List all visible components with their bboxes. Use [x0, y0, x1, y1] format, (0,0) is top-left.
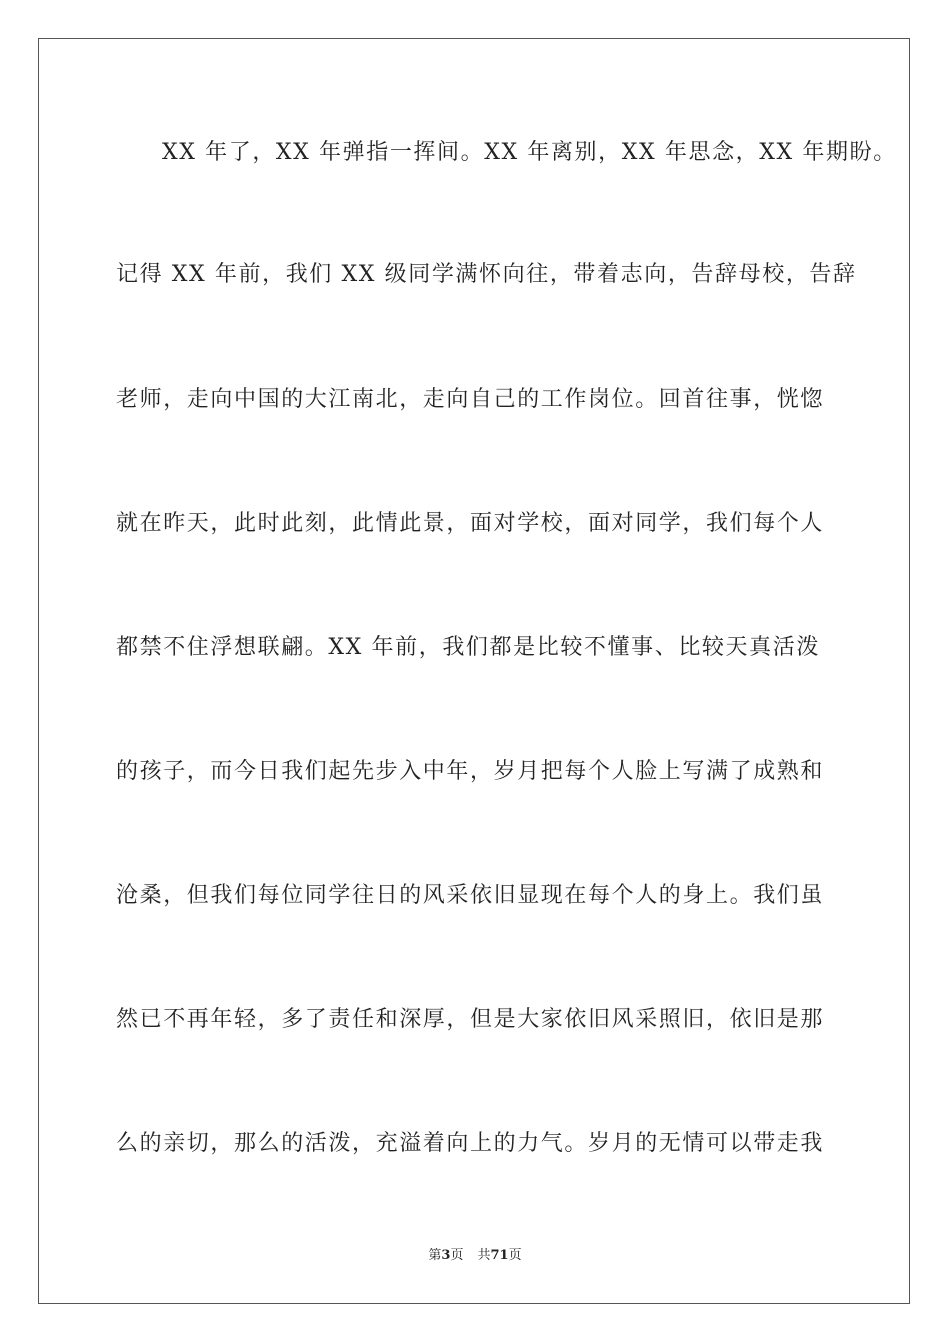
total-label-suffix: 页 [508, 1248, 522, 1263]
paragraph-line-5: 都禁不住浮想联翩。XX 年前，我们都是比较不懂事、比较天真活泼 [116, 635, 820, 660]
page-label-prefix: 第 [428, 1248, 442, 1263]
paragraph-line-2: 记得 XX 年前，我们 XX 级同学满怀向往，带着志向，告辞母校，告辞 [116, 262, 857, 287]
paragraph-line-9: 么的亲切，那么的活泼，充溢着向上的力气。岁月的无情可以带走我 [116, 1131, 825, 1156]
paragraph-line-3: 老师，走向中国的大江南北，走向自己的工作岗位。回首往事，恍惚 [116, 387, 825, 412]
paragraph-line-6: 的孩子，而今日我们起先步入中年，岁月把每个人脸上写满了成熟和 [116, 759, 825, 784]
paragraph-line-1: XX 年了，XX 年弹指一挥间。XX 年离别，XX 年思念，XX 年期盼。 [162, 140, 897, 165]
total-label-prefix: 共 [477, 1248, 491, 1263]
paragraph-line-8: 然已不再年轻，多了责任和深厚，但是大家依旧风采照旧，依旧是那 [116, 1007, 825, 1032]
page-border [38, 38, 910, 1304]
page-number: 3 [441, 1248, 451, 1263]
paragraph-line-4: 就在昨天，此时此刻，此情此景，面对学校，面对同学，我们每个人 [116, 511, 825, 536]
page-footer [0, 1247, 950, 1265]
paragraph-line-7: 沧桑，但我们每位同学往日的风采依旧显现在每个人的身上。我们虽 [116, 883, 825, 908]
total-pages: 71 [490, 1248, 509, 1263]
page-label-suffix: 页 [450, 1248, 464, 1263]
